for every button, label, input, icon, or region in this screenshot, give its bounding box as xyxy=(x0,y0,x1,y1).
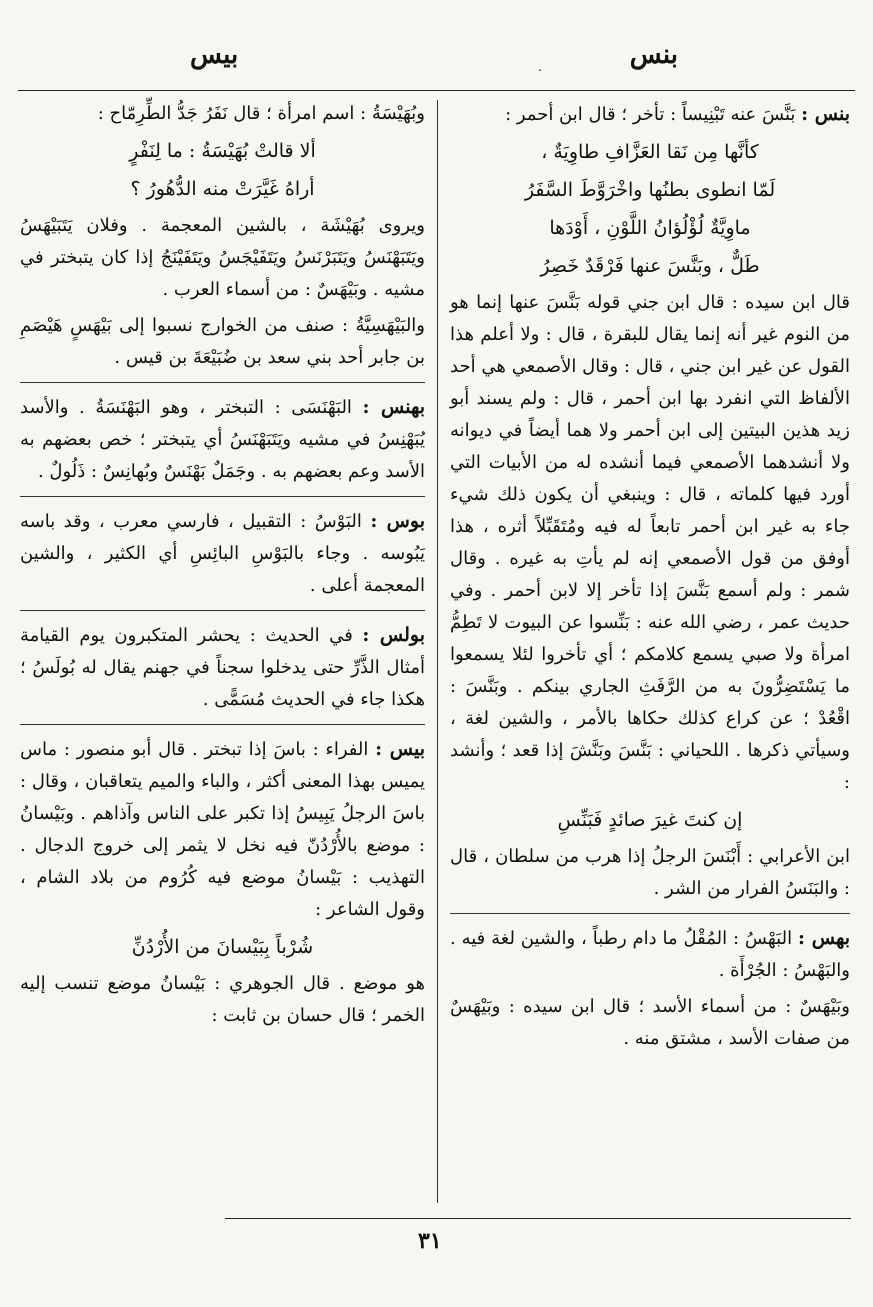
verse-line: طَلٌّ ، وبَنَّسَ عنها فَرْقَدٌ خَصِرُ xyxy=(540,255,760,277)
footer-rule xyxy=(225,1218,851,1219)
entry-text: البَوْسُ : التقبيل ، فارسي معرب ، وقد باسه يَبُوسه . وجاء بالبَوْسِ البائِسِ أي الكثير ، والشين المعجمة أعلى . xyxy=(20,511,425,596)
entry-keyword: بهس : xyxy=(797,927,851,949)
verse-line: ألا قالتْ بُهَيْسَةُ : ما لِنَفْرٍ xyxy=(129,140,316,162)
entry-text: قال ابن سيده : قال ابن جني قوله بَنَّسَ عنها إنما هو من النوم غير أنه إنما يقال للبقرة ، قال : ولا أعلم هذا القول عن غير ابن جني ، قال : وقال الأصمعي هي أحد الألفاظ التي انفرد بها ابن أحمر ، قال : ولم يسند أبو زيد هذين البيتين إلى ابن أحمر ولا هما أيضاً في ديوانه ولا أنشدهما الأصمعي فيما أنشده له من الأبيات التي أورد فيها كلماته ، قال : وينبغي أن يكون ذلك شيء جاء به غير ابن أحمر تابعاً له فيه ومُتَقَبِّلاً أثره ، هذا أوفق من قول الأصمعي إنه لم يأتِ به غيره . وقال شمر : ولم أسمع بَنَّسَ إذا تأخر إلا لابن أحمر . وفي حديث عمر ، رضي الله عنه : بَنِّسوا عن البيوت لا تَطِمُّ امرأة ولا صبي يسمع كلامكم ؛ أي تأخروا لئلا يسمعوا ما يَسْتَضِرُّونَ به من الرَّفَثِ الجاري بينكم . وبَنَّسَ : اقْعُدْ ؛ عن كراع كذلك حكاها بالأمر ، والشين لغة ، وسيأتي ذكرها . اللحياني : بَنَّسَ وبَنَّشَ إذا قعد ؛ وأنشد : xyxy=(450,292,850,793)
column-divider xyxy=(437,100,438,1203)
running-head-right: بنس xyxy=(629,40,678,70)
right-column xyxy=(450,98,850,1059)
entry-text: في الحديث : يحشر المتكبرون يوم القيامة أمثال الذَّرِّ حتى يدخلوا سجناً في جهنم يقال له بُولَسُ ؛ هكذا جاء في الحديث مُسَمًّى . xyxy=(20,625,425,710)
header-dot: . xyxy=(538,60,542,74)
entry-text: الفراء : باسَ إذا تبختر . قال أبو منصور : ماس يميس بهذا المعنى أكثر ، والباء والميم يتعاقبان ، وقال : باسَ الرجلُ يَبِيسُ إذا تكبر على الناس وآذاهم . وبَيْسانُ : موضع بالأُرْدُنّ فيه نخل لا يثمر إلى خروج الدجال . التهذيب : بَيْسانُ موضع فيه كُرُوم من بلاد الشام ، وقول الشاعر : xyxy=(20,739,425,920)
entry-text: ويروى بُهَيْشَة ، بالشين المعجمة . وفلان يَتَبَيْهَسُ ويَتَبَهْنَسُ ويَتَبَرْنَسُ ويَتَفَيْجَسُ ويَتَفَيْنَجُ إذا كان يتبختر في مشيه . وبَيْهَسٌ : من أسماء العرب . xyxy=(20,215,425,300)
verse-line: أراهُ غَيَّرَتْ منه الدُّهُورُ ؟ xyxy=(130,178,315,200)
entry-text: ابن الأعرابي : أَبْنَسَ الرجلُ إذا هرب من سلطان ، قال : والبَنَسُ الفرار من الشر . xyxy=(450,846,850,899)
entry-bys xyxy=(20,733,425,1032)
entry-bhns xyxy=(20,391,425,488)
verse-line: لَمّا انطوى بطنُها واخْرَوَّطَ السَّفَرُ xyxy=(524,179,776,201)
verse-line: إن كنتَ غيرَ صائدٍ فَبَنِّسِ xyxy=(557,809,743,831)
entry-bwls xyxy=(20,619,425,716)
entry-text: البَهْسُ : المُقْلُ ما دام رطباً ، والشين لغة فيه . والبَهْسُ : الجُرْأَة . xyxy=(450,928,850,981)
entry-separator xyxy=(20,382,425,383)
entry-keyword: بيس : xyxy=(375,738,425,760)
entry-keyword: بنس : xyxy=(801,103,850,125)
entry-text: وبُهَيْسَةُ : اسم امرأة ؛ قال نَفَرُ جَدُّ الطِّرِمّاح : xyxy=(97,103,425,124)
verse-line: ماوِيَّةٌ لُؤْلُؤانُ اللَّوْنِ ، أَوْدَها xyxy=(549,217,751,239)
entry-bhs xyxy=(450,922,850,1055)
header-rule xyxy=(18,90,855,91)
entry-text: والبَيْهَسِيَّةُ : صنف من الخوارج نسبوا إلى بَيْهَسٍ هَيْصَمِ بن جابر أحد بني سعد بن ضُبَيْعَةَ بن قيس . xyxy=(20,315,425,368)
entry-text: وبَيْهَسٌ : من أسماء الأسد ؛ قال ابن سيده : وبَيْهَسٌ من صفات الأسد ، مشتق منه . xyxy=(450,996,850,1049)
entry-separator xyxy=(20,610,425,611)
entry-keyword: بوس : xyxy=(370,510,425,532)
entry-keyword: بولس : xyxy=(362,624,425,646)
entry-separator xyxy=(20,496,425,497)
running-head-left: بيس xyxy=(190,40,239,70)
entry-text: بَنَّسَ عنه تَبْنِيساً : تأخر ؛ قال ابن أحمر : xyxy=(505,104,796,125)
entry-text: هو موضع . قال الجوهري : بَيْسانُ موضع تنسب إليه الخمر ؛ قال حسان بن ثابت : xyxy=(20,973,425,1026)
verse-line: شُرْباً بِبَيْسانَ من الأُرْدُنِّ xyxy=(131,936,314,958)
verse-line: كأنَّها مِن نَقا العَزَّافِ طاوِيَةٌ ، xyxy=(541,141,759,163)
entry-bws xyxy=(20,505,425,602)
entry-bns xyxy=(450,98,850,905)
page-number: ٣١ xyxy=(418,1228,442,1254)
entry-text: البَهْنَسَى : التبختر ، وهو البَهْنَسَةُ . والأسد يُبَهْنِسُ في مشيه ويَتَبَهْنَسُ أي يتبختر ؛ خص بعضهم به الأسد وعم بعضهم به . وجَمَلٌ بَهْنَسٌ وبُهانِسٌ : ذَلُولٌ . xyxy=(20,397,425,482)
entry-keyword: بهنس : xyxy=(362,396,425,418)
entry-bhs-cont xyxy=(20,98,425,374)
left-column xyxy=(20,98,425,1036)
entry-separator xyxy=(450,913,850,914)
entry-separator xyxy=(20,724,425,725)
